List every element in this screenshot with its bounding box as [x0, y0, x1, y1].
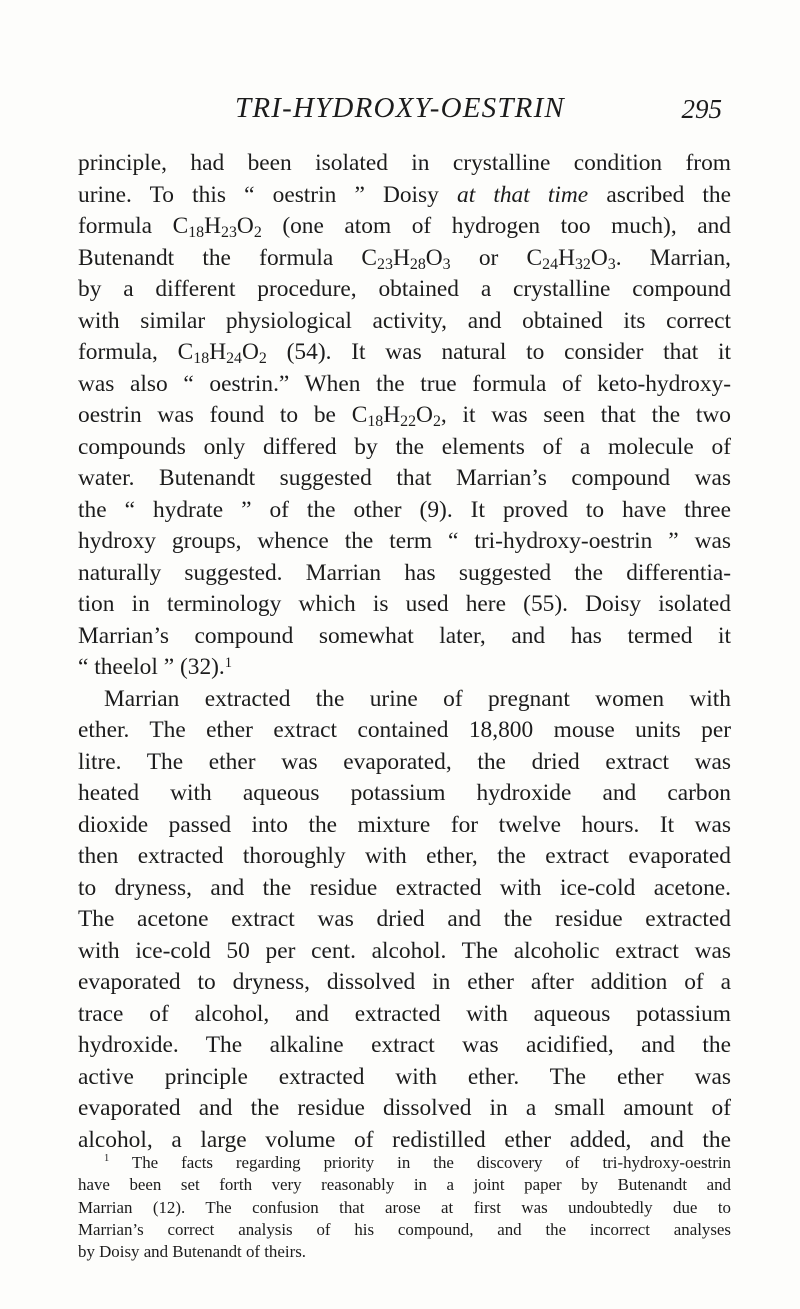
subscript: 2 [253, 224, 262, 241]
text-run: formula C [78, 213, 189, 239]
text-run: was also “ oestrin.” When the true formula of keto-hydroxy- [78, 370, 731, 397]
body-line [78, 873, 731, 905]
text-run: then extracted thoroughly with ether, the extract evaporated [78, 843, 731, 869]
text-run: evaporated to dryness, dissolved in ether after addition of a [78, 969, 731, 995]
page-header [235, 92, 722, 132]
footnote [78, 1152, 731, 1263]
text-run: ether. The ether extract contained 18,800 mouse units per [78, 717, 731, 743]
body-line [78, 841, 731, 873]
text-run: “ theelol ” (32). [78, 654, 225, 680]
subscript: 18 [188, 224, 205, 241]
body-line [78, 621, 731, 653]
text-run: (one atom of hydrogen too much), and [261, 213, 731, 239]
body-line [78, 684, 731, 716]
text-run: or C [450, 244, 543, 271]
body-line [78, 526, 731, 558]
text-run: by Doisy and Butenandt of theirs. [78, 1242, 306, 1262]
text-run: dioxide passed into the mixture for twelve hours. It was [78, 811, 731, 838]
text-run: the “ hydrate ” of the other (9). It proved to have three [78, 496, 731, 523]
body-line [78, 1093, 731, 1125]
footnote-line [78, 1152, 731, 1174]
text-run: H [392, 244, 410, 271]
body-line [78, 1030, 731, 1062]
subscript: 28 [409, 255, 426, 273]
body-line [78, 652, 731, 684]
body-line [78, 1062, 731, 1094]
body-line [78, 337, 731, 369]
text-run: naturally suggested. Marrian has suggested the differentia- [78, 559, 731, 586]
emphasis-text: at that time [457, 181, 589, 208]
body-line [78, 999, 731, 1031]
subscript: 23 [377, 255, 393, 273]
text-run: , it was seen that the two [440, 402, 731, 428]
subscript: 2 [432, 413, 441, 430]
body-line [78, 369, 731, 401]
subscript: 3 [442, 255, 451, 273]
footnote-line [78, 1174, 731, 1196]
text-run: H [204, 213, 222, 239]
text-run: H [558, 244, 575, 271]
text-run: alcohol, a large volume of redistilled ether added, and the [78, 1126, 731, 1153]
subscript: 2 [258, 350, 267, 367]
body-line [78, 211, 731, 243]
footnote-line [78, 1197, 731, 1219]
subscript: 18 [367, 413, 384, 430]
subscript: 18 [193, 350, 210, 367]
text-run: tion in terminology which is used here (55). Doisy isolated [78, 591, 731, 617]
text-run: hydroxy groups, whence the term “ tri-hydroxy-oestrin ” was [78, 528, 731, 554]
body-line [78, 904, 731, 936]
text-run: litre. The ether was evaporated, the dried extract was [78, 748, 731, 775]
text-run: to dryness, and the residue extracted with ice-cold acetone. [78, 874, 731, 901]
text-run: Marrian extracted the urine of pregnant women with [104, 685, 731, 712]
page-number: 295 [681, 94, 722, 124]
text-run: water. Butenandt suggested that Marrian’s compound was [78, 465, 731, 491]
text-run: Marrian’s compound somewhat later, and has termed it [78, 622, 731, 649]
text-run: O [425, 244, 443, 271]
text-run: Marrian (12). The confusion that arose at first was undoubtedly due to [78, 1197, 731, 1217]
text-run: evaporated and the residue dissolved in a small amount of [78, 1095, 731, 1121]
body-line [78, 747, 731, 779]
text-run: with similar physiological activity, and obtained its correct [78, 307, 731, 334]
text-run: trace of alcohol, and extracted with aqueous potassium [78, 1000, 731, 1027]
subscript: 3 [607, 255, 616, 273]
text-run: (54). It was natural to consider that it [266, 339, 731, 365]
body-line [78, 463, 731, 495]
subscript: 22 [400, 413, 417, 430]
body-line [78, 778, 731, 810]
text-run: by a different procedure, obtained a crystalline compound [78, 276, 731, 302]
body-line [78, 432, 731, 464]
text-run: Butenandt the formula C [78, 244, 378, 271]
body-line [78, 306, 731, 338]
text-run: . Marrian, [615, 244, 731, 271]
subscript: 24 [226, 350, 242, 367]
body-line [78, 400, 731, 432]
text-run: active principle extracted with ether. The ether was [78, 1063, 731, 1090]
body-line [78, 810, 731, 842]
body-line [78, 558, 731, 590]
footnote-marker: 1 [224, 655, 233, 671]
subscript: 23 [221, 224, 237, 241]
text-run: with ice-cold 50 per cent. alcohol. The alcoholic extract was [78, 937, 731, 964]
footnote-line [78, 1241, 731, 1263]
text-run: O [590, 244, 608, 271]
body-line [78, 967, 731, 999]
text-run: oestrin was found to be C [78, 402, 368, 428]
running-title: TRI-HYDROXY-OESTRIN [235, 92, 565, 124]
text-run: The facts regarding priority in the discovery of tri-hydroxy-oestrin [109, 1153, 731, 1172]
subscript: 32 [574, 255, 591, 273]
body-line [78, 589, 731, 621]
text-run: have been set forth very reasonably in a joint paper by Butenandt and [78, 1175, 731, 1195]
text-run: hydroxide. The alkaline extract was acidified, and the [78, 1032, 731, 1058]
body-line [78, 936, 731, 968]
text-run: The acetone extract was dried and the residue extracted [78, 906, 731, 932]
text-run: Marrian’s correct analysis of his compound, and the incorrect analyses [78, 1219, 731, 1239]
subscript: 24 [542, 255, 559, 273]
text-run: heated with aqueous potassium hydroxide and carbon [78, 780, 731, 806]
body-line [78, 243, 731, 275]
text-run: compounds only differed by the elements of a molecule of [78, 433, 731, 460]
text-run: formula, C [78, 339, 194, 365]
text-run: O [416, 402, 433, 428]
text-run: H [383, 402, 401, 428]
text-run: H [209, 339, 227, 365]
footnote-marker: 1 [104, 1153, 110, 1164]
text-run: O [242, 339, 259, 365]
body-line [78, 148, 731, 180]
body-line [78, 495, 731, 527]
text-run: urine. To this “ oestrin ” Doisy [78, 181, 458, 208]
body-text [78, 148, 731, 1156]
body-line [78, 274, 731, 306]
text-run: O [236, 213, 254, 239]
footnote-line [78, 1219, 731, 1241]
text-run: ascribed the [588, 181, 731, 208]
body-line [78, 180, 731, 212]
text-run: principle, had been isolated in crystalline condition from [78, 150, 731, 176]
body-line [78, 715, 731, 747]
